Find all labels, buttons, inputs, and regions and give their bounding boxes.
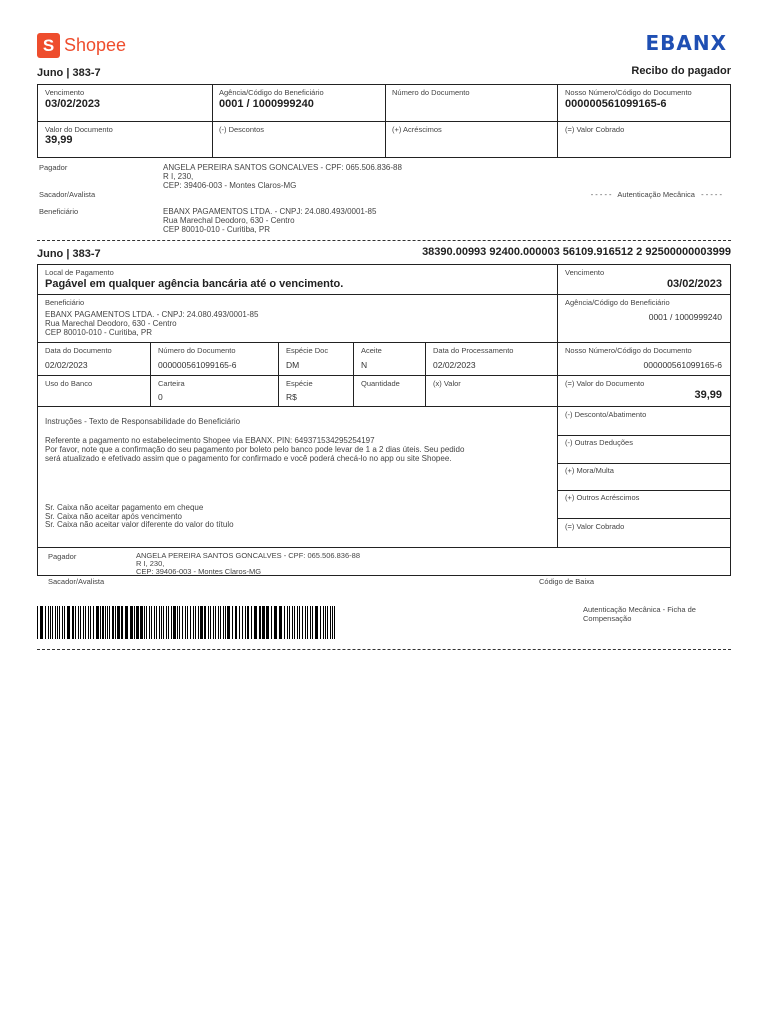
- slip-caixa-line2: Sr. Caixa não aceitar após vencimento: [45, 512, 182, 521]
- receipt-nosso-numero: 000000561099165-6: [565, 98, 667, 110]
- slip-col-divider: [150, 342, 151, 406]
- barcode-bar: [220, 606, 221, 639]
- barcode-bar: [64, 606, 65, 639]
- barcode-bar: [163, 606, 164, 639]
- receipt-col-divider: [385, 84, 386, 158]
- barcode-bar: [45, 606, 46, 639]
- receipt-pagador-line3: CEP: 39406-003 - Montes Claros-MG: [163, 181, 297, 190]
- barcode-bar: [332, 606, 333, 639]
- slip-instr-line3: será atualizado e efetivado assim que o pagamento for confirmado e você poderá checá-lo no app ou site Shopee.: [45, 454, 452, 463]
- barcode-bar: [247, 606, 249, 639]
- barcode-bar: [334, 606, 335, 639]
- barcode-bar: [102, 606, 104, 639]
- barcode-bar: [200, 606, 203, 639]
- barcode-bar: [83, 606, 84, 639]
- barcode-bar: [37, 606, 38, 639]
- slip-col-divider: [425, 342, 426, 406]
- barcode-bar: [52, 606, 53, 639]
- slip-divider: [37, 342, 731, 343]
- slip-beneficiario-label: Beneficiário: [45, 298, 85, 307]
- slip-local-label: Local de Pagamento: [45, 268, 114, 277]
- ebanx-logo: EBANX: [645, 31, 727, 55]
- receipt-bank: Juno | 383-7: [37, 67, 101, 79]
- barcode-bar: [198, 606, 199, 639]
- receipt-descontos-label: (-) Descontos: [219, 125, 265, 134]
- barcode-bar: [72, 606, 74, 639]
- barcode-bar: [107, 606, 108, 639]
- barcode-bar: [59, 606, 60, 639]
- slip-especie: R$: [286, 392, 297, 402]
- barcode[interactable]: [37, 606, 337, 639]
- barcode-bar: [185, 606, 186, 639]
- slip-valor-doc-label: (=) Valor do Documento: [565, 379, 645, 388]
- barcode-bar: [140, 606, 143, 639]
- slip-num-doc: 000000561099165-6: [158, 360, 237, 370]
- slip-bank: Juno | 383-7: [37, 248, 101, 260]
- slip-pagador-line1: ANGELA PEREIRA SANTOS GONCALVES - CPF: 065.506.836-88: [136, 551, 360, 560]
- receipt-col-divider: [212, 84, 213, 158]
- barcode-bar: [85, 606, 86, 639]
- barcode-bar: [242, 606, 243, 639]
- barcode-bar: [55, 606, 56, 639]
- slip-desconto-label: (-) Desconto/Abatimento: [565, 410, 647, 419]
- barcode-bar: [78, 606, 79, 639]
- slip-caixa-line3: Sr. Caixa não aceitar valor diferente do valor do título: [45, 520, 234, 529]
- slip-col-divider: [278, 342, 279, 406]
- barcode-bar: [245, 606, 246, 639]
- barcode-bar: [40, 606, 43, 639]
- barcode-bar: [159, 606, 160, 639]
- barcode-bar: [161, 606, 162, 639]
- slip-agencia-label: Agência/Código do Beneficiário: [565, 298, 670, 307]
- slip-uso-banco-label: Uso do Banco: [45, 379, 93, 388]
- slip-benef-line1: EBANX PAGAMENTOS LTDA. - CNPJ: 24.080.493/0001-85: [45, 310, 259, 319]
- barcode-bar: [50, 606, 51, 639]
- slip-data-doc-label: Data do Documento: [45, 346, 112, 355]
- barcode-bar: [213, 606, 214, 639]
- barcode-bar: [287, 606, 288, 639]
- receipt-beneficiario-label: Beneficiário: [39, 207, 79, 216]
- barcode-bar: [262, 606, 265, 639]
- receipt-col-divider: [557, 84, 558, 158]
- receipt-agencia-label: Agência/Código do Beneficiário: [219, 88, 324, 97]
- receipt-benef-line2: Rua Marechal Deodoro, 630 - Centro: [163, 216, 295, 225]
- slip-valor-cobrado-label: (=) Valor Cobrado: [565, 522, 625, 531]
- shopee-logo: [37, 33, 126, 58]
- receipt-vencimento-label: Vencimento: [45, 88, 85, 97]
- barcode-bar: [67, 606, 70, 639]
- barcode-bar: [323, 606, 324, 639]
- ficha-line1: Autenticação Mecânica - Ficha de: [583, 605, 696, 614]
- slip-benef-line3: CEP 80010-010 - Curitiba, PR: [45, 328, 153, 337]
- barcode-bar: [136, 606, 139, 639]
- slip-data-proc: 02/02/2023: [433, 360, 476, 370]
- barcode-bar: [215, 606, 216, 639]
- barcode-bar: [266, 606, 269, 639]
- receipt-acrescimos-label: (+) Acréscimos: [392, 125, 442, 134]
- barcode-bar: [105, 606, 106, 639]
- barcode-bar: [57, 606, 58, 639]
- barcode-bar: [75, 606, 76, 639]
- shopee-bag-icon: S: [37, 33, 60, 58]
- barcode-bar: [134, 606, 135, 639]
- slip-divider: [37, 547, 731, 548]
- barcode-bar: [299, 606, 300, 639]
- barcode-bar: [325, 606, 326, 639]
- receipt-sacador-label: Sacador/Avalista: [39, 190, 96, 199]
- barcode-bar: [171, 606, 172, 639]
- slip-caixa-line1: Sr. Caixa não aceitar pagamento em cheque: [45, 503, 204, 512]
- barcode-bar: [320, 606, 321, 639]
- slip-data-doc: 02/02/2023: [45, 360, 88, 370]
- barcode-bar: [235, 606, 237, 639]
- barcode-bar: [223, 606, 224, 639]
- slip-valor-doc: 39,99: [694, 389, 722, 401]
- receipt-title: Recibo do pagador: [631, 65, 731, 77]
- barcode-bar: [305, 606, 306, 639]
- barcode-bar: [208, 606, 209, 639]
- barcode-bar: [274, 606, 277, 639]
- slip-aceite-label: Aceite: [361, 346, 382, 355]
- barcode-bar: [88, 606, 89, 639]
- barcode-bar: [327, 606, 328, 639]
- barcode-bar: [187, 606, 188, 639]
- receipt-benef-line3: CEP 80010-010 - Curitiba, PR: [163, 225, 271, 234]
- barcode-bar: [168, 606, 169, 639]
- barcode-bar: [177, 606, 178, 639]
- receipt-pagador-line2: R I, 230,: [163, 172, 194, 181]
- barcode-bar: [284, 606, 285, 639]
- ficha-line2: Compensação: [583, 614, 632, 623]
- barcode-bar: [130, 606, 133, 639]
- barcode-bar: [100, 606, 101, 639]
- barcode-bar: [204, 606, 206, 639]
- barcode-bar: [90, 606, 91, 639]
- slip-quantidade-label: Quantidade: [361, 379, 400, 388]
- slip-pagador-line2: R I, 230,: [136, 559, 165, 568]
- barcode-bar: [144, 606, 145, 639]
- barcode-bar: [289, 606, 290, 639]
- barcode-bar: [173, 606, 176, 639]
- slip-nosso-numero: 000000561099165-6: [643, 360, 722, 370]
- barcode-bar: [109, 606, 110, 639]
- slip-xvalor-label: (x) Valor: [433, 379, 461, 388]
- slip-especie-doc: DM: [286, 360, 300, 370]
- barcode-bar: [294, 606, 295, 639]
- slip-outras-deducoes-label: (-) Outras Deduções: [565, 438, 633, 447]
- receipt-pagador-label: Pagador: [39, 163, 68, 172]
- barcode-bar: [179, 606, 180, 639]
- slip-divider: [557, 463, 731, 464]
- slip-divider: [37, 294, 731, 295]
- linha-digitavel[interactable]: 38390.00993 92400.000003 56109.916512 2 92500000003999: [422, 246, 731, 258]
- slip-vencimento-label: Vencimento: [565, 268, 605, 277]
- barcode-bar: [210, 606, 211, 639]
- slip-mora-label: (+) Mora/Multa: [565, 466, 614, 475]
- receipt-valor-doc-label: Valor do Documento: [45, 125, 113, 134]
- barcode-bar: [302, 606, 303, 639]
- slip-col-divider: [353, 342, 354, 406]
- slip-instr-line1: Referente a pagamento no estabelecimento Shopee via EBANX. PIN: 649371534295254197: [45, 436, 375, 445]
- barcode-bar: [312, 606, 313, 639]
- shopee-wordmark: Shopee: [64, 35, 127, 55]
- barcode-bar: [121, 606, 123, 639]
- receipt-autenticacao: - - - - - Autenticação Mecânica - - - - -: [590, 190, 722, 199]
- slip-divider: [37, 406, 731, 407]
- barcode-bar: [154, 606, 155, 639]
- slip-aceite: N: [361, 360, 368, 370]
- barcode-bar: [96, 606, 99, 639]
- slip-sacador-label: Sacador/Avalista: [48, 577, 105, 586]
- slip-carteira: 0: [158, 392, 163, 402]
- barcode-bar: [190, 606, 191, 639]
- receipt-vencimento: 03/02/2023: [45, 98, 101, 110]
- barcode-bar: [166, 606, 167, 639]
- barcode-bar: [307, 606, 308, 639]
- barcode-bar: [297, 606, 298, 639]
- barcode-bar: [93, 606, 94, 639]
- slip-divider: [37, 375, 731, 376]
- slip-nosso-numero-label: Nosso Número/Código do Documento: [565, 346, 692, 355]
- slip-instrucoes-label: Instruções - Texto de Responsabilidade do Beneficiário: [45, 417, 241, 426]
- barcode-bar: [225, 606, 226, 639]
- receipt-nosso-numero-label: Nosso Número/Código do Documento: [565, 88, 692, 97]
- barcode-bar: [254, 606, 257, 639]
- slip-divider: [557, 435, 731, 436]
- barcode-bar: [193, 606, 194, 639]
- slip-especie-label: Espécie: [286, 379, 313, 388]
- slip-codigo-baixa-label: Código de Baixa: [539, 577, 595, 586]
- barcode-bar: [271, 606, 272, 639]
- slip-agencia: 0001 / 1000999240: [648, 312, 722, 322]
- slip-benef-line2: Rua Marechal Deodoro, 630 - Centro: [45, 319, 177, 328]
- slip-vencimento: 03/02/2023: [666, 278, 722, 290]
- barcode-bar: [112, 606, 114, 639]
- barcode-bar: [151, 606, 152, 639]
- barcode-bar: [156, 606, 157, 639]
- barcode-bar: [48, 606, 49, 639]
- barcode-bar: [239, 606, 240, 639]
- slip-carteira-label: Carteira: [158, 379, 185, 388]
- barcode-bar: [182, 606, 183, 639]
- receipt-divider: [37, 121, 731, 122]
- bottom-cut-line: [37, 649, 731, 650]
- barcode-bar: [315, 606, 318, 639]
- slip-divider: [557, 518, 731, 519]
- barcode-bar: [227, 606, 230, 639]
- slip-instr-line2: Por favor, note que a confirmação do seu pagamento por boleto pelo banco pode levar de 1 a 2 dias úteis. Seu pedido: [45, 445, 465, 454]
- slip-especie-doc-label: Espécie Doc: [286, 346, 329, 355]
- slip-local: Pagável em qualquer agência bancária até o vencimento.: [45, 278, 344, 290]
- barcode-bar: [330, 606, 331, 639]
- receipt-pagador-line1: ANGELA PEREIRA SANTOS GONCALVES - CPF: 065.506.836-88: [163, 163, 402, 172]
- barcode-bar: [80, 606, 81, 639]
- barcode-bar: [62, 606, 63, 639]
- slip-outros-acrescimos-label: (+) Outros Acréscimos: [565, 493, 640, 502]
- barcode-bar: [125, 606, 128, 639]
- receipt-num-doc-label: Número do Documento: [392, 88, 470, 97]
- slip-pagador-label: Pagador: [48, 552, 77, 561]
- barcode-bar: [292, 606, 293, 639]
- cut-line: [37, 240, 731, 241]
- receipt-agencia: 0001 / 1000999240: [219, 98, 314, 110]
- barcode-bar: [218, 606, 219, 639]
- barcode-bar: [195, 606, 196, 639]
- barcode-bar: [117, 606, 120, 639]
- barcode-bar: [259, 606, 261, 639]
- receipt-valor-doc: 39,99: [45, 134, 73, 146]
- barcode-bar: [115, 606, 116, 639]
- barcode-bar: [146, 606, 147, 639]
- barcode-bar: [149, 606, 150, 639]
- receipt-valor-cobrado-label: (=) Valor Cobrado: [565, 125, 625, 134]
- receipt-benef-line1: EBANX PAGAMENTOS LTDA. - CNPJ: 24.080.493/0001-85: [163, 207, 377, 216]
- slip-num-doc-label: Número do Documento: [158, 346, 236, 355]
- barcode-bar: [279, 606, 282, 639]
- barcode-bar: [251, 606, 252, 639]
- slip-data-proc-label: Data do Processamento: [433, 346, 514, 355]
- slip-divider: [557, 490, 731, 491]
- slip-pagador-line3: CEP: 39406-003 - Montes Claros-MG: [136, 567, 262, 576]
- barcode-bar: [232, 606, 233, 639]
- barcode-bar: [310, 606, 311, 639]
